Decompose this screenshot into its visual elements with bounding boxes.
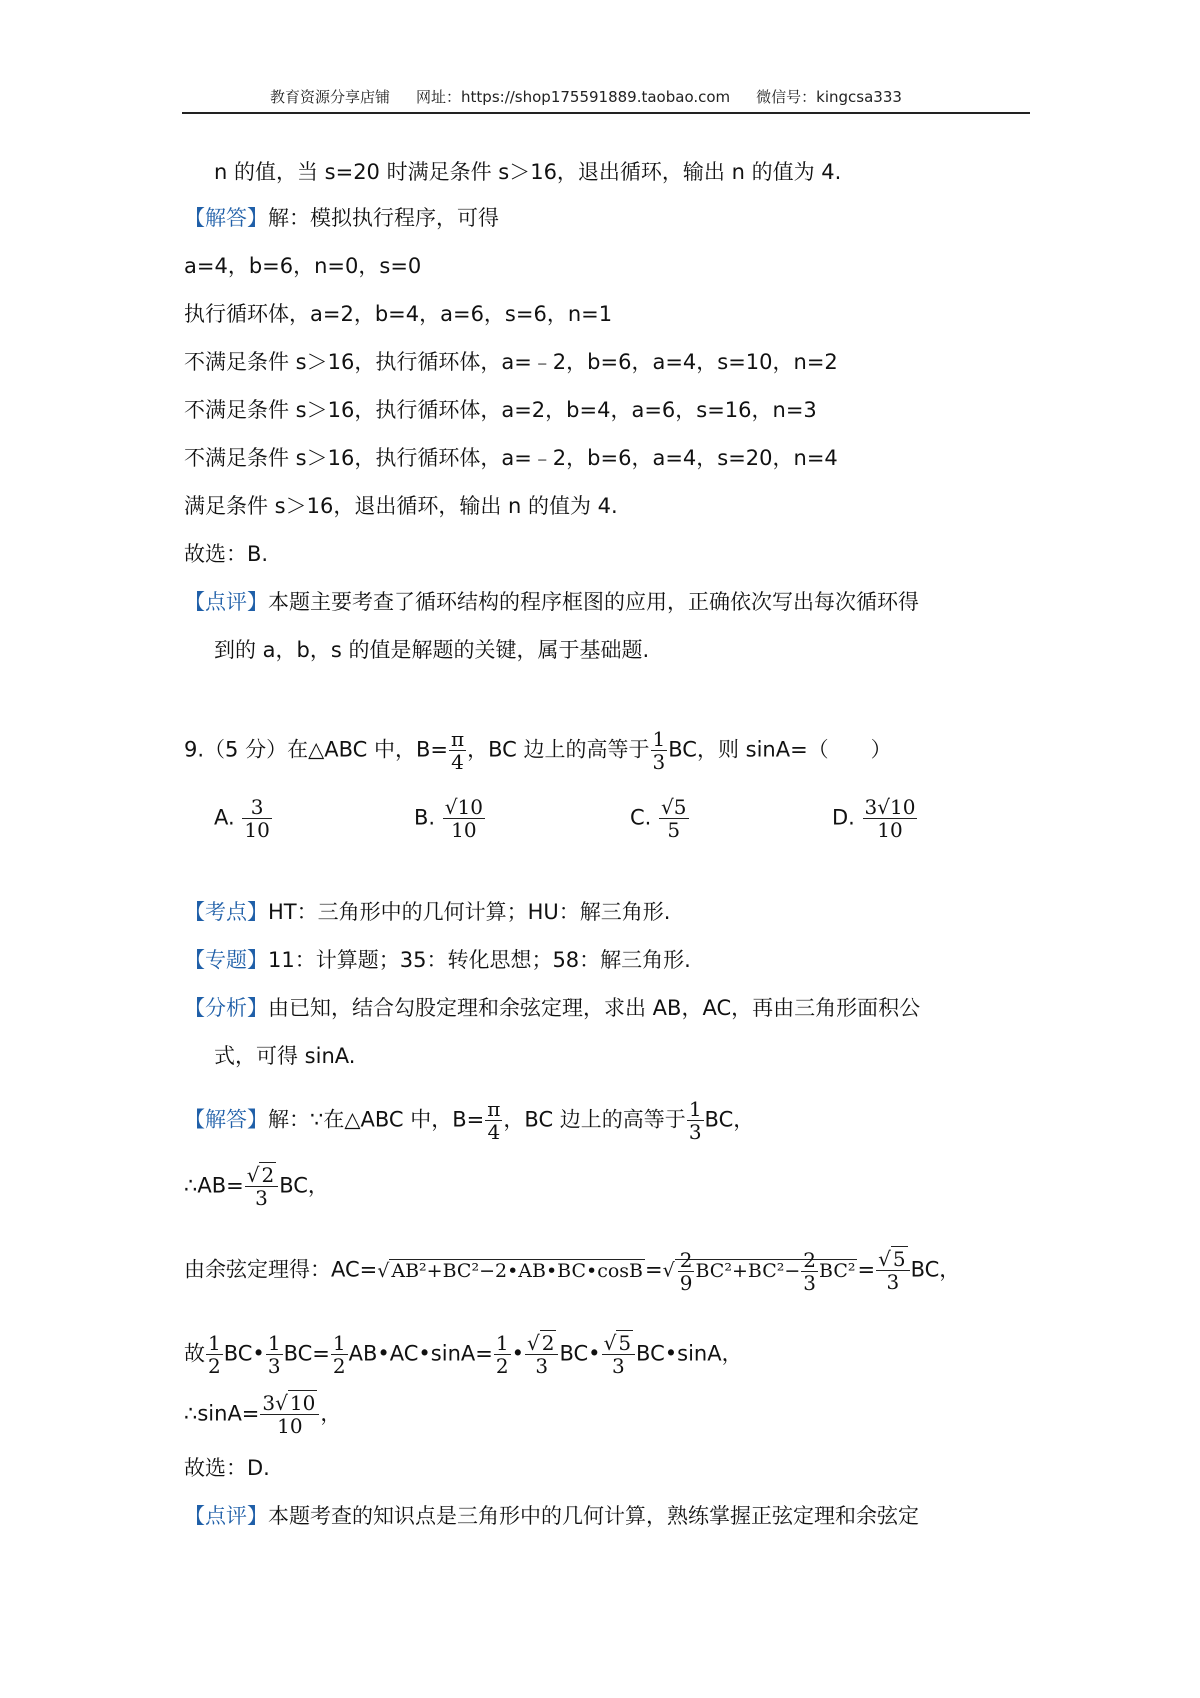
kaodian-line: 【考点】HT：三角形中的几何计算；HU：解三角形. <box>184 900 671 924</box>
fenxi-line: 【分析】由已知，结合勾股定理和余弦定理，求出 AB，AC，再由三角形面积公 <box>184 996 921 1020</box>
area-line: 故 $\frac{1}{2}$ BC• $\frac{1}{3}$ BC= $\frac{1}{2}$ AB•AC•sinA= $\frac{1}{2}$ • $\frac{√ 2}{3}$ BC• $\frac{√ 5}{3}$ BC•sinA， <box>184 1331 743 1378</box>
q9-comment-line: 【点评】本题考查的知识点是三角形中的几何计算，熟练掌握正弦定理和余弦定 <box>184 1504 919 1528</box>
comment-continuation: 到的 a，b，s 的值是解题的关键，属于基础题. <box>214 638 650 662</box>
step-line: 不满足条件 s＞16，执行循环体，a=2，b=4，a=6，s=16，n=3 <box>184 398 817 422</box>
comment-tag: 【点评】 <box>184 590 268 614</box>
answer-intro: 解：模拟执行程序，可得 <box>268 206 499 230</box>
option-b[interactable]: B. $\frac{√10}{10}$ <box>414 795 483 842</box>
header-site-url[interactable]: https://shop175591889.taobao.com <box>461 88 731 106</box>
question-9 <box>184 728 892 773</box>
fenxi-continuation: 式，可得 sinA. <box>214 1044 356 1068</box>
zhuanti-line: 【专题】11：计算题；35：转化思想；58：解三角形. <box>184 948 691 972</box>
prev-answer-line <box>184 204 499 232</box>
option-a[interactable]: A. $\frac{3}{10}$ <box>214 795 270 842</box>
prev-comment-line <box>184 588 919 616</box>
step-line: 满足条件 s＞16，退出循环，输出 n 的值为 4. <box>184 494 618 518</box>
choice-line: 故选：B. <box>184 542 269 566</box>
step-line: 执行循环体，a=2，b=4，a=6，s=6，n=1 <box>184 302 613 326</box>
option-d[interactable]: D. $\frac{3√10}{10}$ <box>832 795 916 842</box>
fraction-one-third: $\frac{1}{3}$ <box>652 727 666 774</box>
header-site-label: 网址： <box>416 88 462 106</box>
header-text <box>270 86 902 107</box>
comment-text: 本题主要考查了循环结构的程序框图的应用，正确依次写出每次循环得 <box>268 590 919 614</box>
question-mid: ，BC 边上的高等于 <box>467 737 650 762</box>
step-line: 不满足条件 s＞16，执行循环体，a=﹣2，b=6，a=4，s=20，n=4 <box>184 446 838 470</box>
answer-tag: 【解答】 <box>184 206 268 230</box>
ab-line: ∴AB= $\frac{√ 2}{3}$ BC， <box>184 1163 329 1210</box>
q9-choice: 故选：D. <box>184 1456 270 1480</box>
step-line: a=4，b=6，n=0，s=0 <box>184 254 422 278</box>
fraction-pi-over-4: $\frac{\pi}{4}$ <box>450 727 465 774</box>
step-line: 不满足条件 s＞16，执行循环体，a=﹣2，b=6，a=4，s=10，n=2 <box>184 350 838 374</box>
header-shop: 教育资源分享店铺 <box>270 88 391 106</box>
question-suffix: BC，则 sinA=（ ） <box>668 737 892 762</box>
question-prefix: 9.（5 分）在△ABC 中，B= <box>184 737 448 762</box>
option-c[interactable]: C. $\frac{√5}{5}$ <box>630 795 687 842</box>
analysis-continuation: n 的值，当 s=20 时满足条件 s＞16，退出循环，输出 n 的值为 4. <box>214 160 842 184</box>
q9-answer-line: 【解答】解：∵在△ABC 中，B= $\frac{\pi}{4}$ ，BC 边上的高等于 $\frac{1}{3}$ BC， <box>184 1097 755 1144</box>
cosine-law-line: 由余弦定理得：AC=√ AB²+BC²−2•AB•BC•cosB=√ $\frac{2}{9}$ BC²+BC²− $\frac{2}{3}$ BC²= $\frac{√ 5}{3}$ BC， <box>184 1247 961 1295</box>
sina-line: ∴sinA= $\frac{3√ 10}{10}$ ， <box>184 1391 342 1438</box>
header-wechat: 微信号：kingcsa333 <box>756 88 902 106</box>
page-header <box>182 78 1030 114</box>
